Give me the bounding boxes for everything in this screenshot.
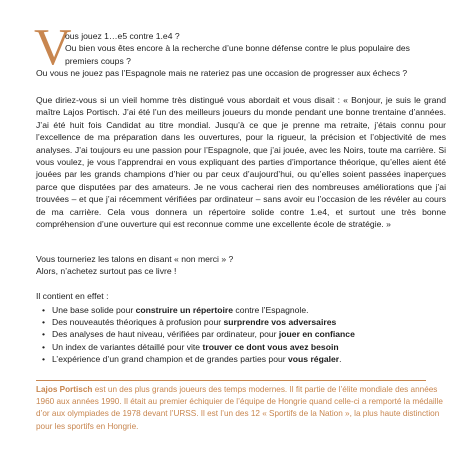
item-highlight: jouer en confiance (278, 329, 355, 340)
item-text: Des nouveautés théoriques à profusion pour (52, 317, 224, 328)
closing-line-2: Alors, n’achetez surtout pas ce livre ! (36, 266, 177, 277)
item-highlight: vous régaler (288, 353, 340, 364)
drop-cap: V (34, 19, 72, 76)
intro-line-2: Ou bien vous êtes encore à la recherche d’une bonne défense contre le plus populaire des premiers coups ? (65, 43, 410, 66)
item-highlight: surprendre vos adversaires (223, 317, 337, 328)
item-text: Un index de variantes détaillé pour vite (52, 341, 203, 352)
bullet-icon: • (42, 341, 46, 352)
item-text: Des analyses de haut niveau, vérifiées par ordinateur, pour (52, 329, 279, 340)
list-item (42, 341, 442, 353)
author-bio-text: est un des plus grands joueurs des temps modernes. Il fit partie de l’élite mondiale des années 1960 aux années 1990. Il était au premier échiquier de l’équipe de Hongrie quand celle-ci a remporté la médaille d’or aux olympiades de 1978 devant l’URSS. Il est l’un des 12 « Sportifs de la Nation », la plus haute distinction pour les sportifs en Hongrie. (36, 385, 443, 431)
item-text: Une base solide pour (52, 305, 136, 315)
author-name: Lajos Portisch (36, 385, 93, 394)
list-item (42, 316, 442, 328)
divider (36, 380, 426, 381)
closing-line-1: Vous tourneriez les talons en disant « non merci » ? (36, 254, 234, 264)
bullet-icon: • (42, 305, 46, 315)
item-highlight: trouver ce dont vous avez besoin (202, 341, 339, 352)
main-paragraph: Que diriez-vous si un vieil homme très distingué vous abordait et vous disait : « Bonjour, je suis le grand maître Lajos Portisch. J’ai été l’un des meilleurs joueurs du monde pendant une bonne trentaine d’années. J’ai été huit fois Candidat au titre mondial. Jusqu’à ce que je prenne ma retraite, j’étais connu pour l’excellence de ma préparation dans les ouvertures, pour la rigueur, la précision et l’objectivité de mes analyses. J’ai toujours eu une passion pour l’Espagnole, que j’ai jouée, avec les Noirs, toute ma carrière. Si vous voulez, je vous l’apprendrai en vous expliquant des parties d’importance théorique, qu’elles aient été jouées par les grands champions d’hier ou par ceux d’aujourd’hui, ou qu’elles soient passées inaperçues parce que disputées par des amateurs. Je ne vous cacherai rien des nombreuses améliorations que j’ai trouvées – et que j’ai récemment vérifiées par ordinateur – sans avoir eu l’occasion de les révéler au cours de ma carrière. Cela vous donnera un répertoire solide contre 1.e4, et surtout une très bonne compréhension d’une ouverture qui est reconnue comme une excellente école de stratégie. » (36, 95, 446, 230)
item-text: L’expérience d’un grand champion et de grandes parties pour (52, 353, 289, 364)
item-text-end: contre l’Espagnole. (233, 305, 309, 315)
author-bio (36, 384, 452, 433)
intro-questions (65, 30, 435, 67)
list-item (42, 353, 442, 365)
contains-label: Il contient en effet : (36, 291, 109, 301)
bullet-icon: • (42, 329, 46, 340)
intro-line-1: ous jouez 1…e5 contre 1.e4 ? (65, 31, 180, 41)
list-item (42, 328, 442, 340)
item-text-end: . (339, 353, 342, 364)
feature-list (42, 304, 442, 365)
bullet-icon: • (42, 353, 46, 364)
item-highlight: construire un répertoire (135, 305, 234, 315)
intro-line-3: Ou vous ne jouez pas l’Espagnole mais ne rateriez pas une occasion de progresser aux échecs ? (36, 68, 408, 78)
list-item (42, 304, 442, 316)
closing-lines (36, 253, 441, 278)
bullet-icon: • (42, 317, 46, 328)
